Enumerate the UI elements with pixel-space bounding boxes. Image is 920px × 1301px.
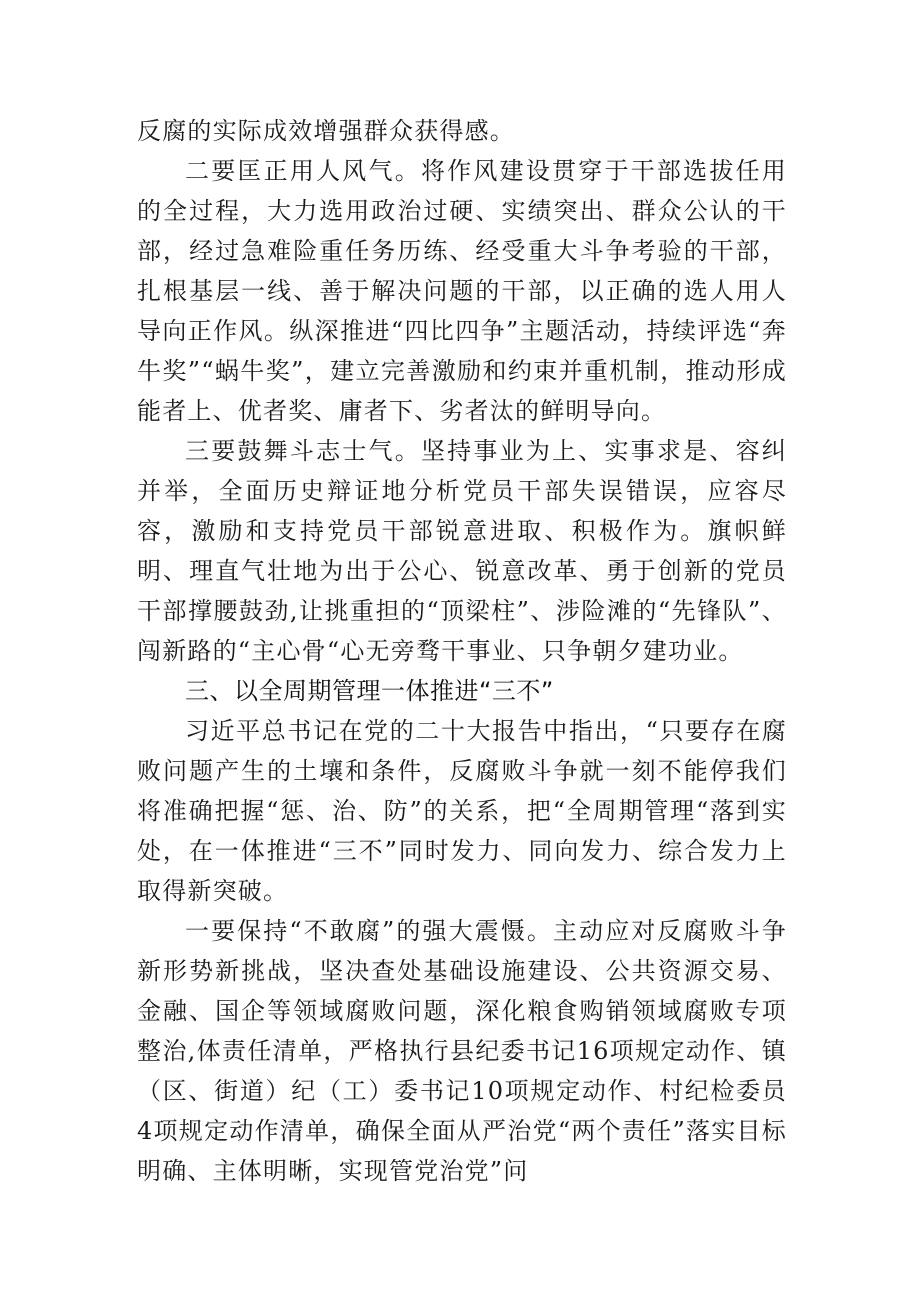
section-heading: 三、以全周期管理一体推进“三不” — [185, 677, 554, 705]
document-body — [137, 111, 787, 1191]
paragraph-speech-quote: 习近平总书记在党的二十大报告中指出，“只要存在腐败问题产生的土壤和条件，反腐败斗争就一刻不能停我们将准确把握“惩、治、防”的关系，把“全周期管理“落到实处，在一体推进“三不”同时发力、同向发力、综合发力上取得新突破。 — [137, 717, 787, 905]
paragraph-personnel-style: 二要匡正用人风气。将作风建设贯穿于干部选拔任用的全过程，大力选用政治过硬、实绩突出、群众公认的干部，经过急难险重任务历练、经受重大斗争考验的干部，扎根基层一线、善于解决问题的干部，以正确的选人用人导向正作风。纵深推进“四比四争”主题活动，持续评选“奔牛奖”“蜗牛奖”，建立完善激励和约束并重机制，推动形成能者上、优者奖、庸者下、劣者汰的鲜明导向。 — [137, 157, 787, 425]
paragraph-deterrence: 一要保持“不敢腐”的强大震慑。主动应对反腐败斗争新形势新挑战，坚决查处基础设施建设、公共资源交易、金融、国企等领域腐败问题，深化粮食购销领域腐败专项整治,体责任清单，严格执行县纪委书记16项规定动作、镇（区、街道）纪（工）委书记10项规定动作、村纪检委员4项规定动作清单，确保全面从严治党“两个责任”落实目标明确、主体明晰，实现管党治党”问 — [137, 917, 787, 1185]
paragraph-continuation: 反腐的实际成效增强群众获得感。 — [137, 117, 515, 145]
paragraph-morale: 三要鼓舞斗志士气。坚持事业为上、实事求是、容纠并举，全面历史辩证地分析党员干部失误错误，应容尽容，激励和支持党员干部锐意进取、积极作为。旗帜鲜明、理直气壮地为出于公心、锐意改革、勇于创新的党员干部撑腰鼓劲,让挑重担的“顶梁柱”、涉险滩的“先锋队”、闯新路的“主心骨“心无旁骛干事业、只争朝夕建功业。 — [137, 437, 787, 665]
